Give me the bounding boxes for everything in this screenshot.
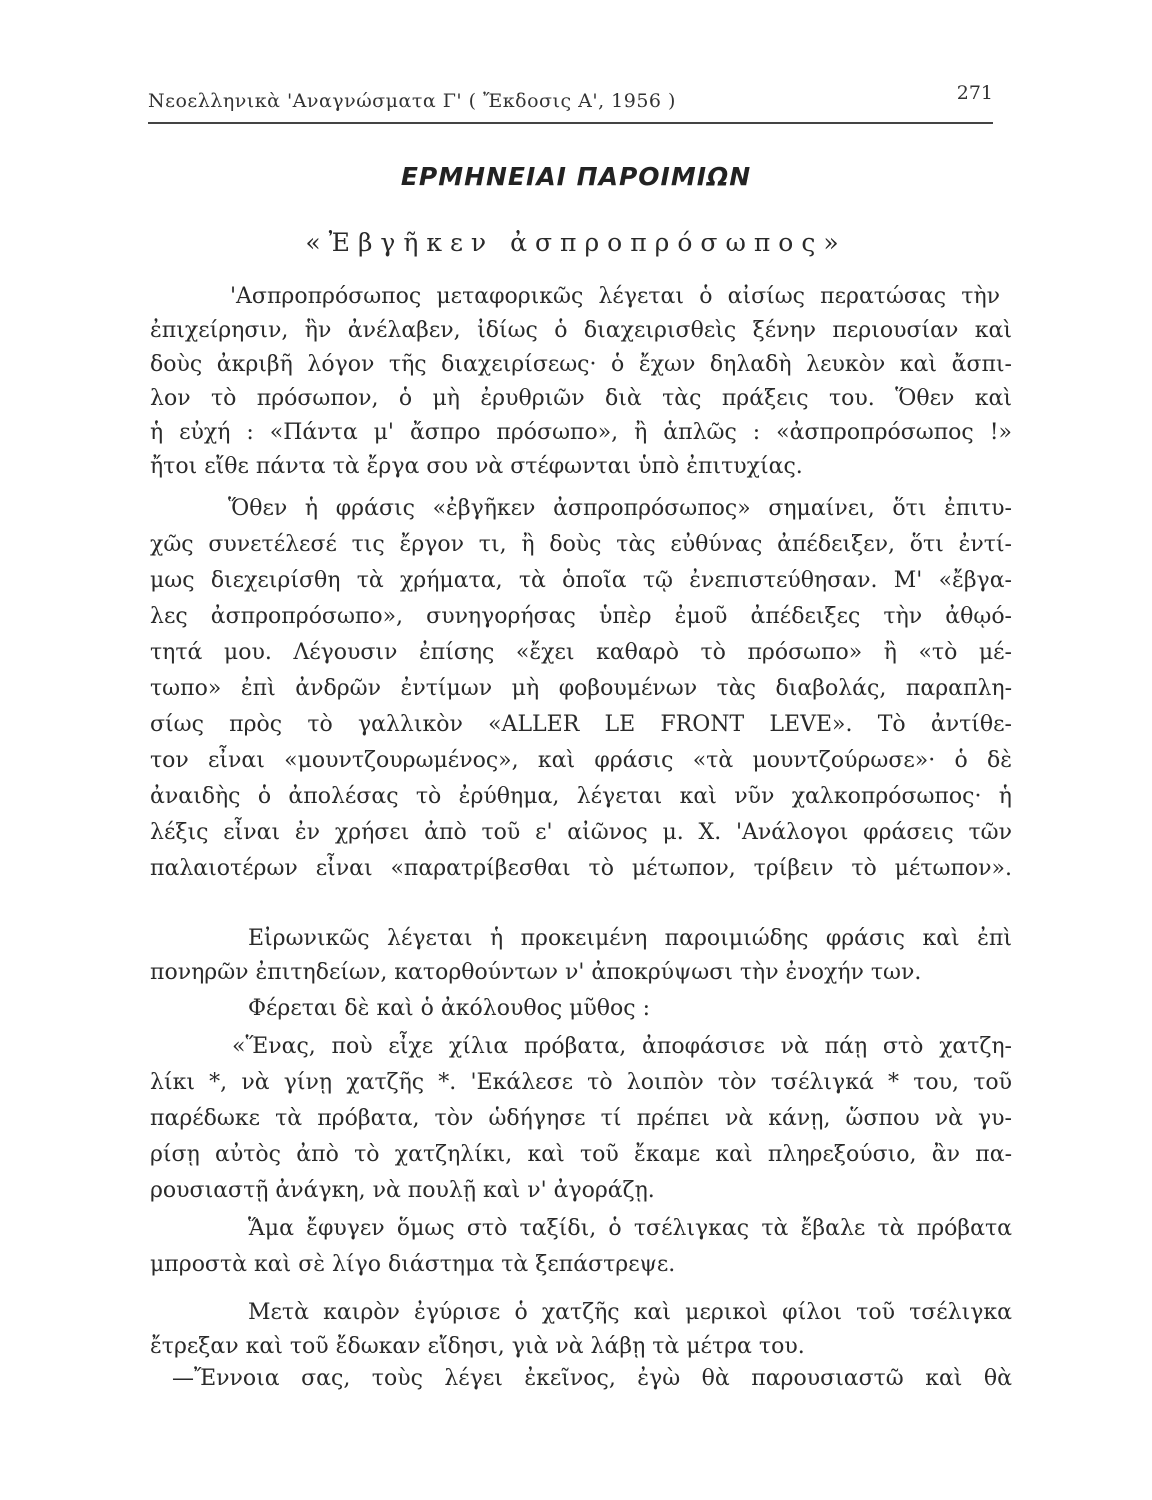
text-line: ἔτρεξαν καὶ τοῦ ἔδωκαν εἴδησι, γιὰ νὰ λάβῃ τὰ μέτρα του. [150, 1334, 805, 1359]
running-header [148, 82, 993, 124]
running-title: Νεοελληνικὰ 'Αναγνώσματα Γ' ( Ἔκδοσις Α', 1956 ) [148, 90, 676, 112]
proverb-heading: «Ἐβγῆκεν ἀσπροπρόσωπος» [305, 228, 847, 257]
text-line: τον εἶναι «μουντζουρωμένος», καὶ φράσις «τὰ μουντζούρωσε»· ὁ δὲ [150, 748, 1012, 773]
text-line: 'Ασπροπρόσωπος μεταφορικῶς λέγεται ὁ αἰσίως περατώσας τὴν [230, 284, 1000, 309]
text-line: πονηρῶν ἐπιτηδείων, κατορθούντων ν' ἀποκρύψωσι τὴν ἐνοχήν των. [150, 960, 922, 985]
text-line: Ὅθεν ἡ φράσις «ἐβγῆκεν ἀσπροπρόσωπος» σημαίνει, ὅτι ἐπιτυ- [228, 496, 1012, 521]
text-line: λες ἀσπροπρόσωπο», συνηγορήσας ὑπὲρ ἐμοῦ ἀπέδειξες τὴν ἀθῳό- [150, 604, 1012, 629]
text-line: Εἰρωνικῶς λέγεται ἡ προκειμένη παροιμιώδης φράσις καὶ ἐπὶ [248, 926, 1012, 951]
text-line: λίκι *, νὰ γίνῃ χατζῆς *. 'Εκάλεσε τὸ λοιπὸν τὸν τσέλιγκά * του, τοῦ [150, 1070, 1012, 1095]
text-line: —Ἔννοια σας, τοὺς λέγει ἐκεῖνος, ἐγὼ θὰ παρουσιαστῶ καὶ θὰ [172, 1366, 1012, 1391]
text-line: δοὺς ἀκριβῆ λόγον τῆς διαχειρίσεως· ὁ ἔχων δηλαδὴ λευκὸν καὶ ἄσπι- [150, 352, 1012, 377]
text-line: σίως πρὸς τὸ γαλλικὸν «ALLER LE FRONT LEVE». Τὸ ἀντίθε- [150, 712, 1012, 737]
text-line: ἀναιδὴς ὁ ἀπολέσας τὸ ἐρύθημα, λέγεται καὶ νῦν χαλκοπρόσωπος· ἡ [150, 784, 1012, 809]
text-line: ἡ εὐχή : «Πάντα μ' ἄσπρο πρόσωπο», ἢ ἁπλῶς : «ἀσπροπρόσωπος !» [150, 420, 1012, 445]
text-line: ἤτοι εἴθε πάντα τὰ ἔργα σου νὰ στέφωνται ὑπὸ ἐπιτυχίας. [150, 454, 803, 479]
text-line: «Ἕνας, ποὺ εἶχε χίλια πρόβατα, ἀποφάσισε νὰ πάῃ στὸ χατζη- [232, 1034, 1012, 1059]
text-line: ρίσῃ αὐτὸς ἀπὸ τὸ χατζηλίκι, καὶ τοῦ ἔκαμε καὶ πληρεξούσιο, ἂν πα- [150, 1142, 1012, 1167]
text-line: χῶς συνετέλεσέ τις ἔργον τι, ἢ δοὺς τὰς εὐθύνας ἀπέδειξεν, ὅτι ἐντί- [150, 532, 1012, 557]
text-line: λον τὸ πρόσωπον, ὁ μὴ ἐρυθριῶν διὰ τὰς πράξεις του. Ὅθεν καὶ [150, 386, 1012, 411]
text-line: μπροστὰ καὶ σὲ λίγο διάστημα τὰ ξεπάστρεψε. [150, 1252, 676, 1277]
text-line: παρέδωκε τὰ πρόβατα, τὸν ὡδήγησε τί πρέπει νὰ κάνῃ, ὥσπου νὰ γυ- [150, 1106, 1012, 1131]
text-line: μως διεχειρίσθη τὰ χρήματα, τὰ ὁποῖα τῷ ἐνεπιστεύθησαν. Μ' «ἔβγα- [150, 568, 1012, 593]
text-line: τητά μου. Λέγουσιν ἐπίσης «ἔχει καθαρὸ τὸ πρόσωπο» ἢ «τὸ μέ- [150, 640, 1012, 665]
text-line: Φέρεται δὲ καὶ ὁ ἀκόλουθος μῦθος : [248, 996, 651, 1021]
text-line: ρουσιαστῇ ἀνάγκη, νὰ πουλῇ καὶ ν' ἀγοράζῃ. [150, 1178, 655, 1203]
text-line: ἐπιχείρησιν, ἣν ἀνέλαβεν, ἰδίως ὁ διαχειρισθεὶς ξένην περιουσίαν καὶ [150, 318, 1012, 343]
text-line: Ἅμα ἔφυγεν ὅμως στὸ ταξίδι, ὁ τσέλιγκας τὰ ἔβαλε τὰ πρόβατα [248, 1216, 1012, 1241]
text-line: τωπο» ἐπὶ ἀνδρῶν ἐντίμων μὴ φοβουμένων τὰς διαβολάς, παραπλη- [150, 676, 1012, 701]
text-line: παλαιοτέρων εἶναι «παρατρίβεσθαι τὸ μέτωπον, τρίβειν τὸ μέτωπον». [150, 856, 1012, 881]
text-line: λέξις εἶναι ἐν χρήσει ἀπὸ τοῦ ε' αἰῶνος μ. Χ. 'Ανάλογοι φράσεις τῶν [150, 820, 1012, 845]
section-title: ΕΡΜΗΝΕΙΑΙ ΠΑΡΟΙΜΙΩΝ [400, 162, 752, 191]
page-number: 271 [956, 82, 993, 104]
text-line: Μετὰ καιρὸν ἐγύρισε ὁ χατζῆς καὶ μερικοὶ φίλοι τοῦ τσέλιγκα [248, 1300, 1012, 1325]
